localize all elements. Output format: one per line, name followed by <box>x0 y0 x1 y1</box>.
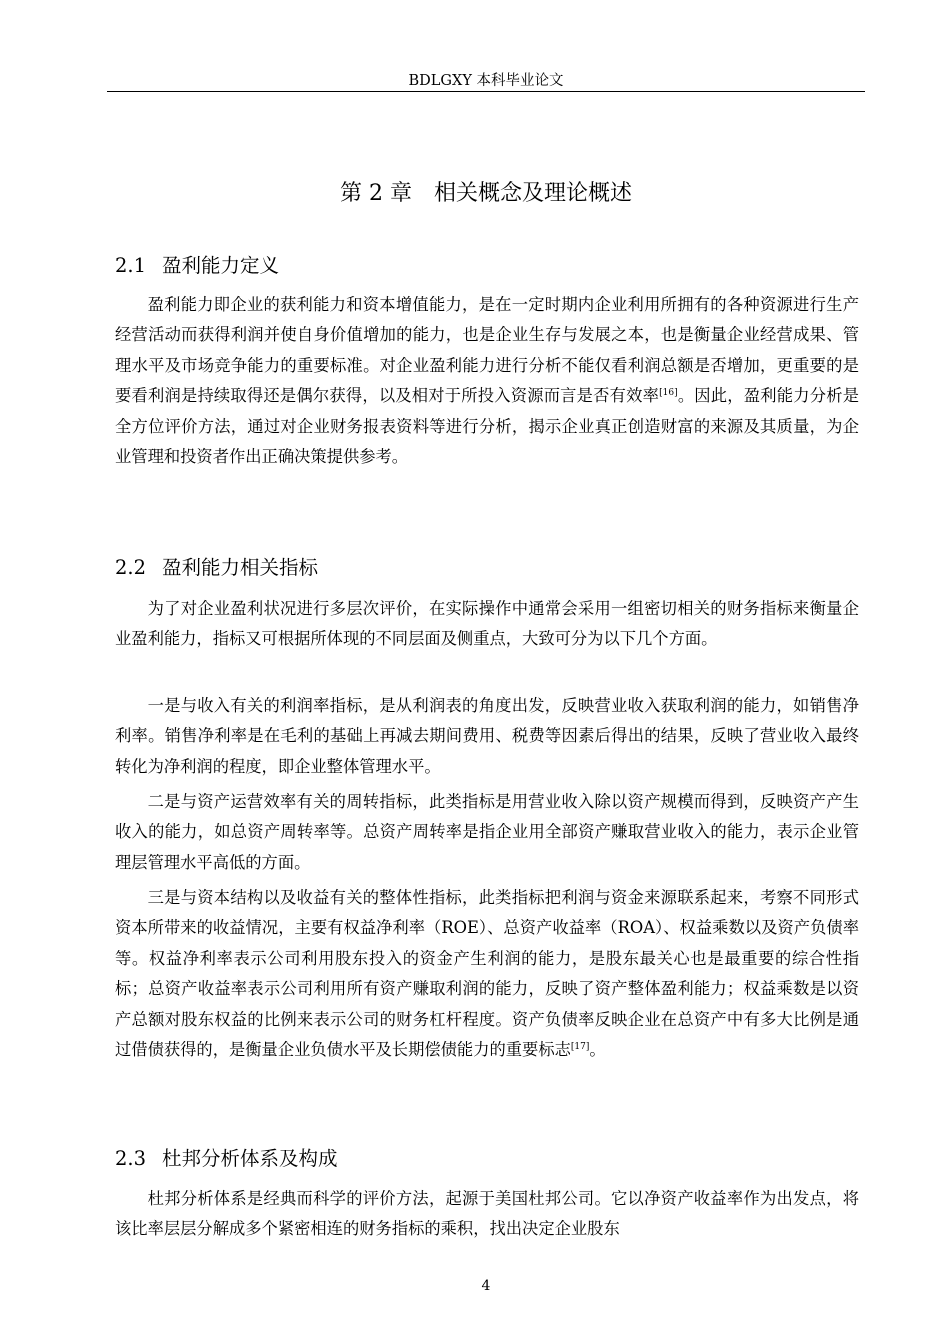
paragraph: 二是与资产运营效率有关的周转指标，此类指标是用营业收入除以资产规模而得到，反映资产产生收入的能力，如总资产周转率等。总资产周转率是指企业用全部资产赚取营业收入的能力，表示企业管理层管理水平高低的方面。 <box>115 792 859 872</box>
section-title: 盈利能力相关指标 <box>162 556 319 579</box>
paragraph: 为了对企业盈利状况进行多层次评价，在实际操作中通常会采用一组密切相关的财务指标来衡量企业盈利能力，指标又可根据所体现的不同层面及侧重点，大致可分为以下几个方面。 <box>115 599 859 649</box>
citation-ref: [17] <box>570 1042 590 1053</box>
section-heading-2-3 <box>115 1146 855 1172</box>
section-number: 2.3 <box>115 1147 147 1170</box>
header-divider <box>107 91 865 92</box>
section-title: 杜邦分析体系及构成 <box>162 1147 338 1170</box>
chapter-title <box>107 179 865 209</box>
section-heading-2-2 <box>115 555 855 581</box>
paragraph: 杜邦分析体系是经典而科学的评价方法，起源于美国杜邦公司。它以净资产收益率作为出发点，将该比率层层分解成多个紧密相连的财务指标的乘积，找出决定企业股东 <box>115 1189 859 1239</box>
section-heading-2-1 <box>115 253 855 279</box>
page-number: 4 <box>481 1278 491 1294</box>
page-header: BDLGXY 本科毕业论文 <box>408 73 564 89</box>
paragraph: 三是与资本结构以及收益有关的整体性指标，此类指标把利润与资金来源联系起来，考察不同形式资本所带来的收益情况，主要有权益净利率（ROE）、总资产收益率（ROA）、权益乘数以及资产负债率等。权益净利率表示公司利用股东投入的资金产生利润的能力，是股东最关心也是最重要的综合性指标；总资产收益率表示公司利用所有资产赚取利润的能力，反映了资产整体盈利能力；权益乘数是以资产总额对股东权益的比例来表示公司的财务杠杆程度。资产负债率反映企业在总资产中有多大比例是通过借债获得的，是衡量企业负债水平及长期偿债能力的重要标志[17]。 <box>115 888 859 1060</box>
section-title: 盈利能力定义 <box>162 254 280 277</box>
chapter-number: 第 2 章 <box>340 181 412 206</box>
chapter-name: 相关概念及理论概述 <box>433 181 632 206</box>
paragraph: 一是与收入有关的利润率指标，是从利润表的角度出发，反映营业收入获取利润的能力，如销售净利率。销售净利率是在毛利的基础上再减去期间费用、税费等因素后得出的结果，反映了营业收入最终转化为净利润的程度，即企业整体管理水平。 <box>115 696 859 776</box>
section-number: 2.2 <box>115 556 147 579</box>
section-number: 2.1 <box>115 254 147 277</box>
paragraph: 盈利能力即企业的获利能力和资本增值能力，是在一定时期内企业利用所拥有的各种资源进行生产经营活动而获得利润并使自身价值增加的能力，也是企业生存与发展之本，也是衡量企业经营成果、管理水平及市场竞争能力的重要标准。对企业盈利能力进行分析不能仅看利润总额是否增加，更重要的是要看利润是持续取得还是偶尔获得，以及相对于所投入资源而言是否有效率[16]。因此，盈利能力分析是全方位评价方法，通过对企业财务报表资料等进行分析，揭示企业真正创造财富的来源及其质量，为企业管理和投资者作出正确决策提供参考。 <box>115 295 859 467</box>
citation-ref: [16] <box>659 388 678 399</box>
